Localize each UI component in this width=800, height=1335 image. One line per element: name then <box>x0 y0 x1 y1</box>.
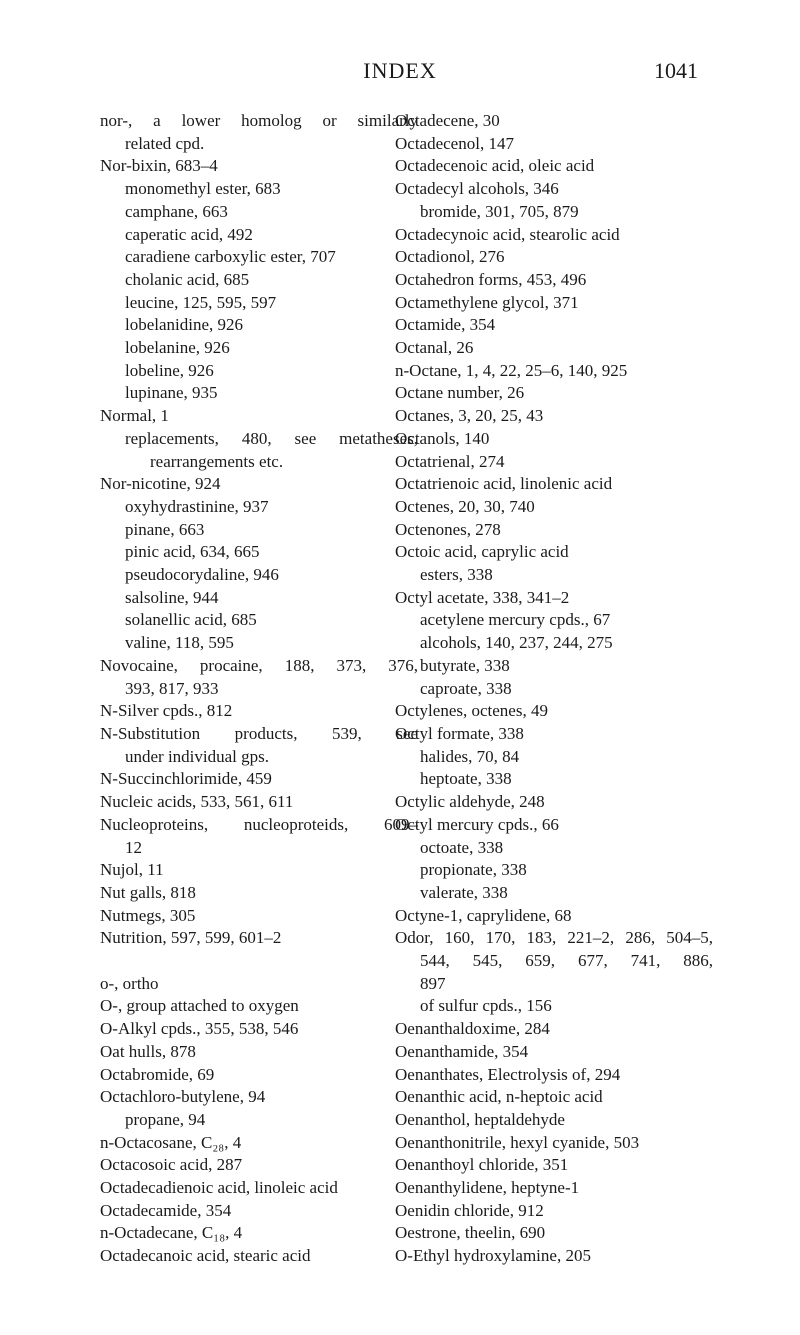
index-entry: bromide, 301, 705, 879 <box>420 201 579 221</box>
index-entry: Octenones, 278 <box>395 519 501 539</box>
index-entry: related cpd. <box>125 133 205 153</box>
page-title: INDEX <box>363 58 437 83</box>
index-entry: Octadecynoic acid, stearolic acid <box>395 224 620 244</box>
index-entry: Octadecenol, 147 <box>395 133 514 153</box>
index-entry: Octyne-1, caprylidene, 68 <box>395 905 572 925</box>
index-entry: salsoline, 944 <box>125 587 219 607</box>
index-entry: Oat hulls, 878 <box>100 1041 196 1061</box>
index-entry: Octacosoic acid, 287 <box>100 1155 243 1175</box>
index-entry: O-, group attached to oxygen <box>100 996 299 1016</box>
index-entry: propane, 94 <box>125 1109 206 1129</box>
index-entry: Octatrienoic acid, linolenic acid <box>395 474 613 494</box>
index-entry: Octoic acid, caprylic acid <box>395 542 569 562</box>
index-entry: nor-, a lower homolog or similarly <box>100 111 418 130</box>
index-entry: N-Succinchlorimide, 459 <box>100 769 272 789</box>
index-entry: n-Octadecane, C₁₈, 4 <box>100 1223 243 1243</box>
index-entry: Oenanthol, heptaldehyde <box>395 1109 565 1129</box>
index-entry: Oenanthonitrile, hexyl cyanide, 503 <box>395 1132 640 1152</box>
index-entry: propionate, 338 <box>420 860 527 880</box>
index-entry: Octanes, 3, 20, 25, 43 <box>395 406 544 426</box>
index-column-left <box>100 110 418 1268</box>
index-entry: O-Alkyl cpds., 355, 538, 546 <box>100 1019 299 1039</box>
index-entry: Oenanthylidene, heptyne-1 <box>395 1178 580 1198</box>
index-entry: lobelanidine, 926 <box>125 315 244 335</box>
page-number: 1041 <box>654 58 698 83</box>
index-entry: Octylic aldehyde, 248 <box>395 792 545 812</box>
index-entry: n-Octane, 1, 4, 22, 25–6, 140, 925 <box>395 360 628 380</box>
index-entry: valine, 118, 595 <box>125 633 234 653</box>
index-entry: caproate, 338 <box>420 678 512 698</box>
index-entry: monomethyl ester, 683 <box>125 179 281 199</box>
index-entry: Nutrition, 597, 599, 601–2 <box>100 928 282 948</box>
index-entry: 12 <box>125 837 142 857</box>
index-entry: Octadionol, 276 <box>395 247 505 267</box>
index-entry: esters, 338 <box>420 565 493 585</box>
index-entry: Octylenes, octenes, 49 <box>395 701 548 721</box>
index-entry: Oenanthates, Electrolysis of, 294 <box>395 1064 621 1084</box>
index-entry: of sulfur cpds., 156 <box>420 996 552 1016</box>
index-entry: Nut galls, 818 <box>100 882 196 902</box>
index-entry: Octadecene, 30 <box>395 111 500 130</box>
index-entry: N-Silver cpds., 812 <box>100 701 233 721</box>
index-entry: pinic acid, 634, 665 <box>125 542 260 562</box>
index-entry: caperatic acid, 492 <box>125 224 253 244</box>
index-entry: Octyl formate, 338 <box>395 723 524 743</box>
index-entry: Nor-nicotine, 924 <box>100 474 221 494</box>
index-entry: Oenanthoyl chloride, 351 <box>395 1155 569 1175</box>
index-entry: Octanal, 26 <box>395 338 474 358</box>
index-entry: Odor, 160, 170, 183, 221–2, 286, 504–5, <box>395 928 713 948</box>
index-entry: halides, 70, 84 <box>420 746 520 766</box>
index-entry: octoate, 338 <box>420 837 504 857</box>
index-entry: lobeline, 926 <box>125 360 214 380</box>
index-entry: 393, 817, 933 <box>125 678 219 698</box>
index-entry: heptoate, 338 <box>420 769 512 789</box>
index-entry: under individual gps. <box>125 746 270 766</box>
index-entry: Octachloro-butylene, 94 <box>100 1087 266 1107</box>
index-entry: lupinane, 935 <box>125 383 218 403</box>
index-entry: 897 <box>420 973 446 993</box>
index-entry: Octadecanoic acid, stearic acid <box>100 1246 311 1266</box>
index-entry: valerate, 338 <box>420 882 508 902</box>
index-entry: lobelanine, 926 <box>125 338 230 358</box>
index-entry: Nujol, 11 <box>100 860 164 880</box>
index-entry: rearrangements etc. <box>150 451 284 471</box>
index-entry: Octadecyl alcohols, 346 <box>395 179 559 199</box>
index-entry: caradiene carboxylic ester, 707 <box>125 247 336 267</box>
index-entry: Octahedron forms, 453, 496 <box>395 269 587 289</box>
index-entry: Oenanthic acid, n-heptoic acid <box>395 1087 603 1107</box>
index-entry: cholanic acid, 685 <box>125 269 250 289</box>
page-header <box>0 58 800 88</box>
index-entry: Octane number, 26 <box>395 383 525 403</box>
index-entry: Octadecadienoic acid, linoleic acid <box>100 1178 338 1198</box>
index-entry: Nutmegs, 305 <box>100 905 196 925</box>
index-column-right <box>395 110 713 1268</box>
index-entry: Octatrienal, 274 <box>395 451 505 471</box>
index-entry: solanellic acid, 685 <box>125 610 257 630</box>
index-entry: 544, 545, 659, 677, 741, 886, <box>420 951 713 971</box>
index-entry: Nucleoproteins, nucleoproteids, 609– <box>100 814 418 834</box>
index-entry: O-Ethyl hydroxylamine, 205 <box>395 1246 591 1266</box>
index-entry: pseudocorydaline, 946 <box>125 565 279 585</box>
index-entry: alcohols, 140, 237, 244, 275 <box>420 633 613 653</box>
index-entry: Oestrone, theelin, 690 <box>395 1223 546 1243</box>
index-entry: butyrate, 338 <box>420 655 510 675</box>
index-entry: n-Octacosane, C₂₈, 4 <box>100 1132 242 1152</box>
index-entry: Octenes, 20, 30, 740 <box>395 496 535 516</box>
index-entry: oxyhydrastinine, 937 <box>125 496 269 516</box>
index-entry: o-, ortho <box>100 973 159 993</box>
index-entry: Octadecamide, 354 <box>100 1200 232 1220</box>
index-entry: leucine, 125, 595, 597 <box>125 292 277 312</box>
index-entry: pinane, 663 <box>125 519 205 539</box>
index-entry: Normal, 1 <box>100 406 169 426</box>
index-entry: Octyl mercury cpds., 66 <box>395 814 559 834</box>
index-entry: Oenanthaldoxime, 284 <box>395 1019 550 1039</box>
index-entry: Oenanthamide, 354 <box>395 1041 529 1061</box>
index-entry: Octanols, 140 <box>395 428 490 448</box>
index-entry: camphane, 663 <box>125 201 228 221</box>
index-entry: acetylene mercury cpds., 67 <box>420 610 611 630</box>
index-entry: Oenidin chloride, 912 <box>395 1200 544 1220</box>
index-entry: Octamethylene glycol, 371 <box>395 292 579 312</box>
index-entry: Novocaine, procaine, 188, 373, 376, <box>100 655 418 675</box>
index-entry: Octabromide, 69 <box>100 1064 215 1084</box>
index-entry: replacements, 480, see metatheses, <box>125 428 418 448</box>
index-entry: Octadecenoic acid, oleic acid <box>395 156 595 176</box>
index-entry: Octyl acetate, 338, 341–2 <box>395 587 570 607</box>
index-entry: Nucleic acids, 533, 561, 611 <box>100 792 294 812</box>
index-entry: N-Substitution products, 539, see <box>100 723 418 743</box>
index-entry: Nor-bixin, 683–4 <box>100 156 218 176</box>
index-entry: Octamide, 354 <box>395 315 496 335</box>
